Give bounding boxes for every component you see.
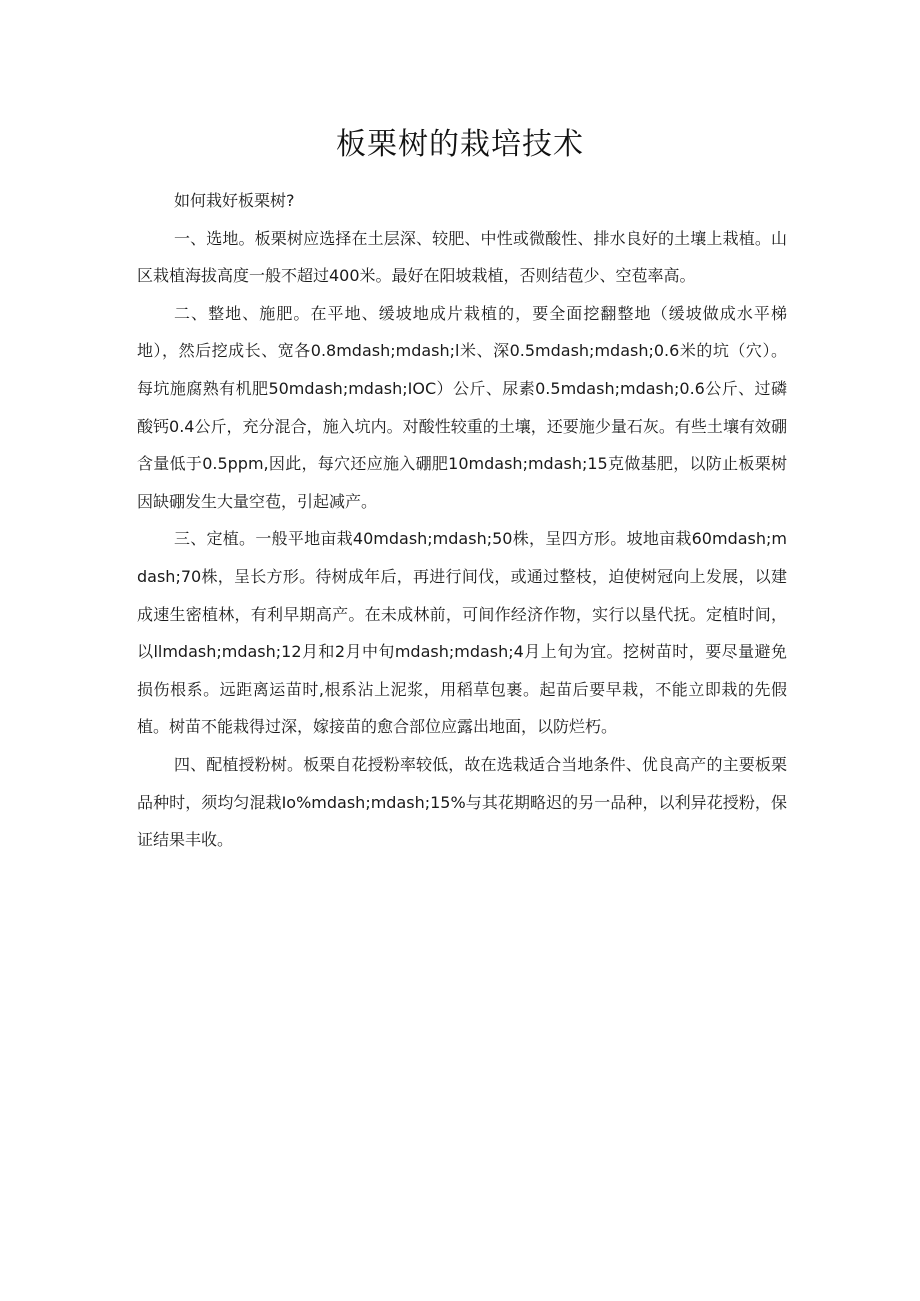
page-title: 板栗树的栽培技术 (336, 127, 584, 162)
document-body (137, 182, 787, 859)
paragraph-land-preparation: 二、整地、施肥。在平地、缓坡地成片栽植的，要全面挖翻整地（缓坡做成水平梯地），然后挖成长、宽各0.8mdash;mdash;l米、深0.5mdash;mdash;0.6米的坑（穴）。每坑施腐熟有机肥50mdash;mdash;IOC）公斤、尿素0.5mdash;mdash;0.6公斤、过磷酸钙0.4公斤，充分混合，施入坑内。对酸性较重的土壤，还要施少量石灰。有些土壤有效硼含量低于0.5ppm,因此，每穴还应施入硼肥10mdash;mdash;15克做基肥，以防止板栗树因缺硼发生大量空苞，引起减产。 (137, 303, 787, 511)
paragraph-pollinator-trees: 四、配植授粉树。板栗自花授粉率较低，故在选栽适合当地条件、优良高产的主要板栗品种时，须均匀混栽Io%mdash;mdash;15%与其花期略迟的另一品种，以利异花授粉，保证结果丰收。 (137, 754, 787, 850)
paragraph-planting: 三、定植。一般平地亩栽40mdash;mdash;50株，呈四方形。坡地亩栽60mdash;mdash;70株，呈长方形。待树成年后，再进行间伐，或通过整枝，迫使树冠向上发展，以建成速生密植林，有利早期高产。在未成林前，可间作经济作物，实行以垦代抚。定植时间，以llmdash;mdash;12月和2月中旬mdash;mdash;4月上旬为宜。挖树苗时，要尽量避免损伤根系。远距离运苗时,根系沾上泥浆，用稻草包裹。起苗后要早栽，不能立即栽的先假植。树苗不能栽得过深，嫁接苗的愈合部位应露出地面，以防烂朽。 (137, 529, 787, 737)
paragraph-intro-question: 如何栽好板栗树? (174, 191, 295, 210)
paragraph-site-selection: 一、选地。板栗树应选择在土层深、较肥、中性或微酸性、排水良好的土壤上栽植。山区栽植海拔高度一般不超过400米。最好在阳坡栽植，否则结苞少、空苞率高。 (137, 228, 787, 286)
